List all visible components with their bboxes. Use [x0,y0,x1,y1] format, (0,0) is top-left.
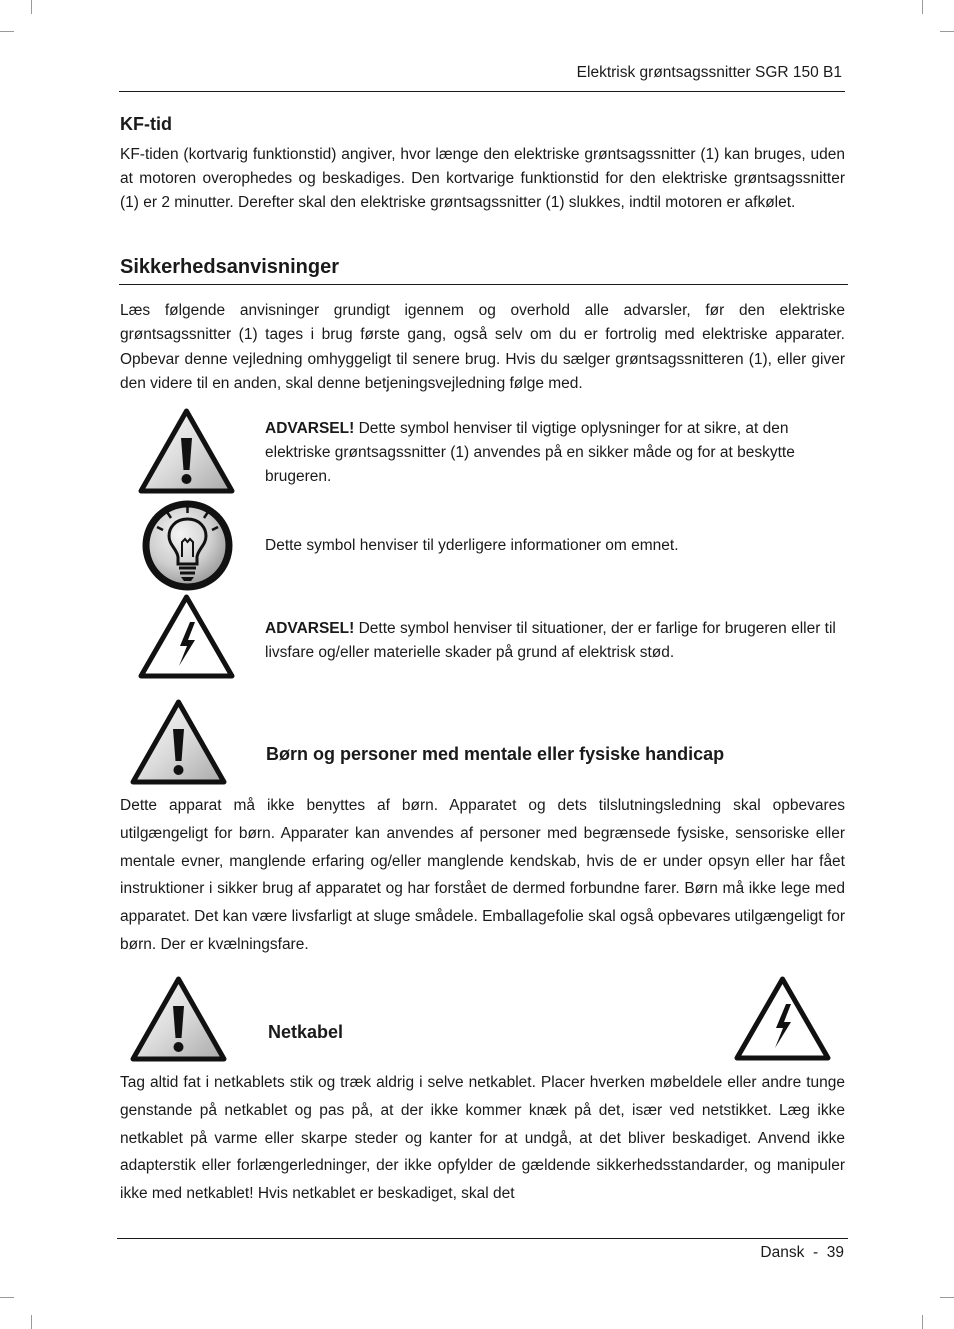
netkabel-heading: Netkabel [268,1022,344,1042]
netkabel-paragraph: Tag altid fat i netkablets stik og træk aldrig i selve netkablet. Placer hverken møbeldele eller andre tunge genstande på netkablet og pas på, at der ikke kommer knæk på det, især ved netstikket. Læg ikke netkablet på varme eller skarpe steder og kanter for at undgå, at det bliver beskadiget. Anvend ikke adapterstik eller forlængerledninger, der ikke opfylder de gældende sikkerhedsstandarder, og manipuler ikke med netkablet! Hvis netkablet er beskadiget, skal det [120,1074,845,1203]
crop-mark [940,31,954,32]
warning-triangle-icon [130,699,227,785]
footer-language: Dansk [760,1244,805,1261]
electric-shock-icon [138,594,235,679]
footer-rule [117,1238,848,1239]
crop-mark [31,1315,32,1329]
symbol-electric-text: ADVARSEL! Dette symbol henviser til situationer, der er farlige for brugeren eller til livsfare og/eller materielle skader på grund af elektrisk stød. [265,620,836,661]
lightbulb-icon [139,497,236,594]
children-paragraph: Dette apparat må ikke benyttes af børn. Apparatet og dets tilslutningsledning skal opbevares utilgængeligt for børn. Apparater kan anvendes af personer med begrænsede fysiske, sensoriske eller mentale evner, manglende erfaring og/eller manglende kendskab, hvis de er under opsyn eller har fået instruktioner i sikker brug af apparatet og har forstået de dermed forbundne farer. Børn må ikke lege med apparatet. Det kan være livsfarligt at sluge smådele. Emballagefolie skal også opbevares utilgængeligt for børn. Der er kvælningsfare. [120,797,845,953]
footer-separator: - [804,1244,827,1261]
warning-triangle-icon [138,408,235,494]
crop-mark [31,0,32,14]
crop-mark [0,31,14,32]
kf-paragraph: KF-tiden (kortvarig funktionstid) angiver, hvor længe den elektriske grøntsagssnitter (1) kan bruges, uden at motoren overophedes og beskadiges. Den kortvarige funktionstid for den elektriske grøntsagssnitter (1) er 2 minutter. Derefter skal den elektriske grøntsagssnitter (1) slukkes, indtil motoren er afkølet. [120,146,845,211]
page-number: 39 [826,1244,844,1261]
warning-label: ADVARSEL! [265,620,355,637]
safety-intro-paragraph: Læs følgende anvisninger grundigt igennem og overhold alle advarsler, før den elektriske grøntsagssnitter (1) tages i brug første gang, også selv om du er fortrolig med elektriske apparater. Opbevar denne vejledning omhyggeligt til senere brug. Hvis du sælger grøntsagssnitteren (1), eller giver den videre til en anden, skal denne betjeningsvejledning følge med. [120,302,845,392]
children-heading: Børn og personer med mentale eller fysiske handicap [266,744,725,764]
crop-mark [940,1297,954,1298]
symbol-info-text: Dette symbol henviser til yderligere informationer om emnet. [265,537,679,554]
kf-heading: KF-tid [120,114,172,134]
running-header: Elektrisk grøntsagssnitter SGR 150 B1 [576,64,842,81]
section-rule [119,284,848,285]
crop-mark [922,1315,923,1329]
crop-mark [0,1297,14,1298]
safety-heading: Sikkerhedsanvisninger [120,256,339,278]
page-footer [760,1244,844,1262]
electric-shock-icon [734,976,831,1061]
warning-triangle-icon [130,976,227,1062]
warning-label: ADVARSEL! [265,420,355,437]
crop-mark [922,0,923,14]
header-rule [119,91,845,92]
symbol-warning-text: ADVARSEL! Dette symbol henviser til vigtige oplysninger for at sikre, at den elektriske grøntsagssnitter (1) anvendes på en sikker måde og for at beskytte brugeren. [265,420,795,485]
